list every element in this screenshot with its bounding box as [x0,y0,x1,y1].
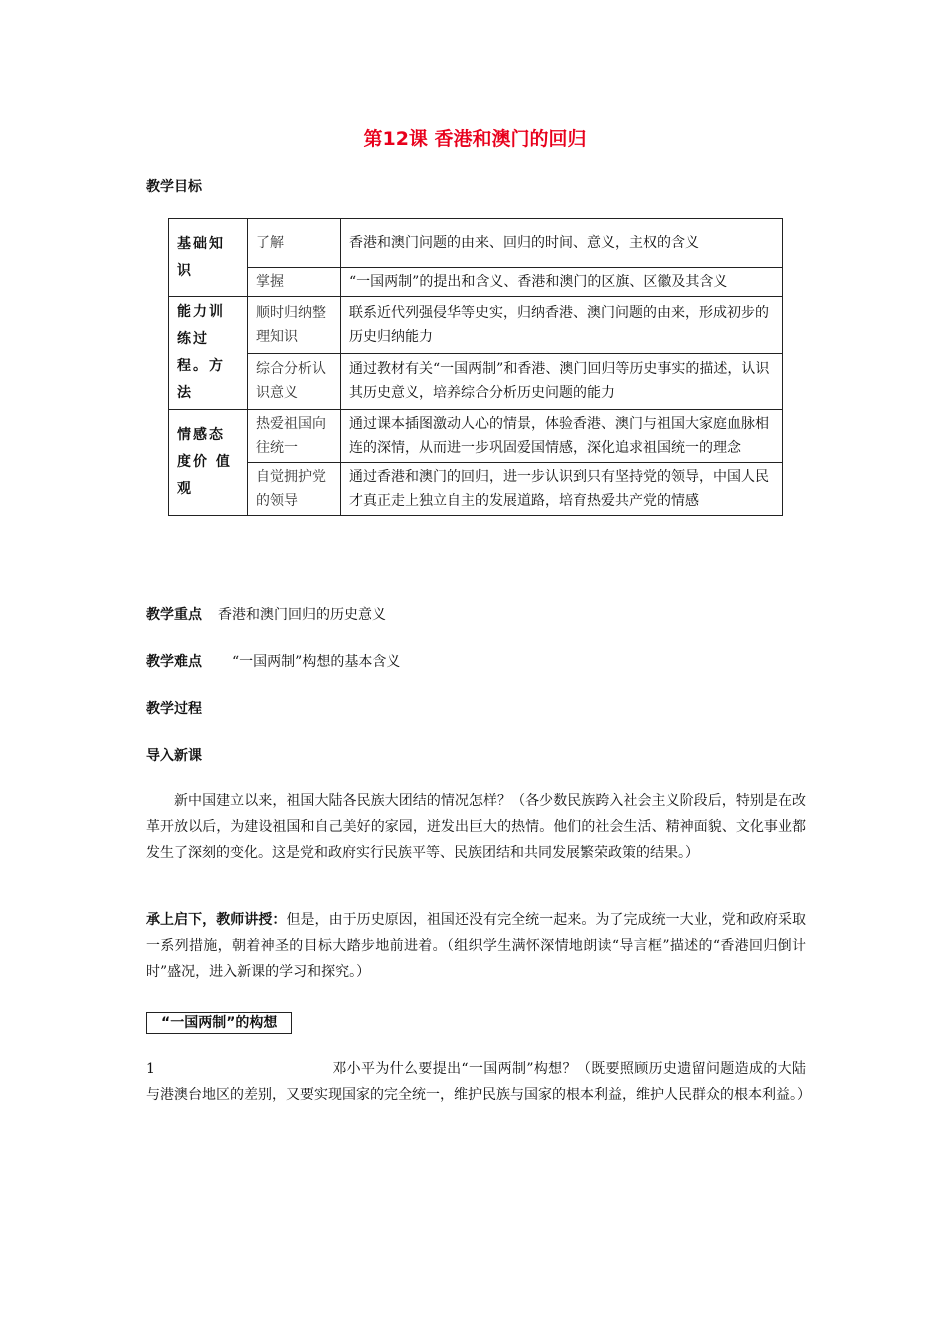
transition-text: 但是，由于历史原因，祖国还没有完全统一起来。为了完成统一大业，党和政府采取一系列措施，朝着神圣的目标大踏步地前进着。（组织学生满怀深情地朗读“导言框”描述的“香港回归倒计时”盛况，进入新课的学习和探究。） [146,912,807,980]
description-cell: 联系近代列强侵华等史实，归纳香港、澳门问题的由来，形成初步的历史归纳能力 [341,297,783,354]
description-cell: 通过香港和澳门的回归，进一步认识到只有坚持党的领导，中国人民才真正走上独立自主的发展道路，培育热爱共产党的情感 [341,463,783,516]
objectives-heading: 教学目标 [146,179,202,195]
transition-lead: 承上启下，教师讲授： [146,912,287,928]
question-number: 1 [146,1061,155,1077]
difficulty-text: “一国两制”构想的基本含义 [232,654,401,670]
subcategory-cell: 热爱祖国向往统一 [248,410,341,463]
section-title [146,1012,292,1034]
objectives-table [168,218,783,516]
table-row [169,410,783,463]
table-row [169,268,783,297]
subcategory-cell: 综合分析认识意义 [248,353,341,410]
category-cell: 基础知识 [169,219,248,297]
intro-paragraph: 新中国建立以来，祖国大陆各民族大团结的情况怎样？（各少数民族跨入社会主义阶段后，特别是在改革开放以后，为建设祖国和自己美好的家园，迸发出巨大的热情。他们的社会生活、精神面貌、文化事业都发生了深刻的变化。这是党和政府实行民族平等、民族团结和共同发展繁荣政策的结果。） [146,793,806,861]
page-title: 第12课 香港和澳门的回归 [363,128,587,150]
transition-paragraph [146,907,806,985]
description-cell: 通过课本插图激动人心的情景，体验香港、澳门与祖国大家庭血脉相连的深情，从而进一步巩固爱国情感，深化追求祖国统一的理念 [341,410,783,463]
table-row [169,353,783,410]
table-row [169,219,783,268]
intro-heading: 导入新课 [146,748,202,764]
key-point-text: 香港和澳门回归的历史意义 [218,607,386,623]
table-row [169,297,783,354]
difficulty-label: 教学难点 [146,654,202,670]
description-cell: 通过教材有关“一国两制”和香港、澳门回归等历史事实的描述，认识其历史意义，培养综合分析历史问题的能力 [341,353,783,410]
section-title-label: “一国两制”的构想 [146,1012,292,1034]
category-cell: 能力训练过程。方法 [169,297,248,410]
subcategory-cell: 顺时归纳整理知识 [248,297,341,354]
key-point [146,604,386,624]
question-text: 邓小平为什么要提出“一国两制”构想？（既要照顾历史遗留问题造成的大陆与港澳台地区的差别，又要实现国家的完全统一，维护民族与国家的根本利益，维护人民群众的根本利益。） [146,1061,811,1103]
subcategory-cell: 掌握 [248,268,341,297]
question-1 [146,1056,811,1108]
key-point-label: 教学重点 [146,607,202,623]
description-cell: 香港和澳门问题的由来、回归的时间、意义，主权的含义 [341,219,783,268]
category-cell: 情感态度价 值观 [169,410,248,516]
description-cell: “一国两制”的提出和含义、香港和澳门的区旗、区徽及其含义 [341,268,783,297]
subcategory-cell: 自觉拥护党的领导 [248,463,341,516]
table-row [169,463,783,516]
process-heading: 教学过程 [146,701,202,717]
difficulty [146,651,400,671]
subcategory-cell: 了解 [248,219,341,268]
